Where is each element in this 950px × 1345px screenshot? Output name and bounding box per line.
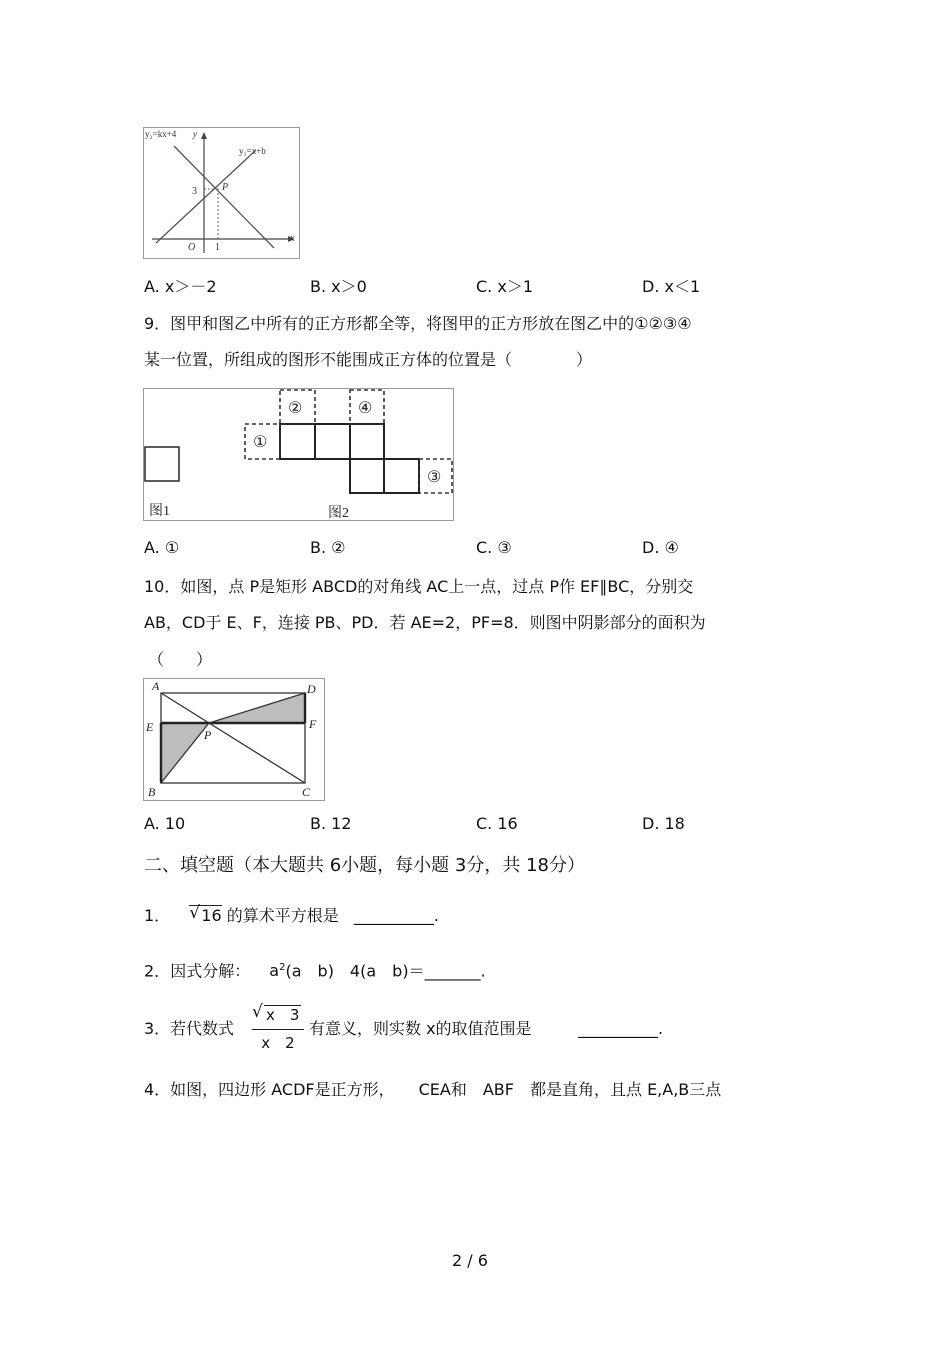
q10-text-line2: AB，CD于 E、F，连接 PB、PD．若 AE=2，PF=8．则图中阴影部分的面积为 <box>144 613 706 632</box>
fill2-prefix: 因式分解： <box>170 961 251 981</box>
q9-label-3: ③ <box>427 469 442 486</box>
q9-net-svg <box>144 389 453 520</box>
option-text: 10 <box>164 814 186 833</box>
fill2-question <box>144 958 486 981</box>
q9-square <box>350 424 384 459</box>
q10-option-d <box>642 814 685 834</box>
q9-caption-fig1: 图1 <box>149 504 170 519</box>
q9-option-a <box>144 538 179 558</box>
fill4-question: 4．如图，四边形 ACDF是正方形， CEA和 ABF 都是直角，且点 E,A,B三点 <box>144 1080 722 1099</box>
q10-option-c <box>476 814 518 834</box>
option-text: x＜1 <box>664 277 701 296</box>
fill1-question <box>144 905 439 926</box>
fraction-bar <box>252 1029 304 1030</box>
q10-text-line1: 10．如图，点 P是矩形 ABCD的对角线 AC上一点，过点 P作 EF∥BC，分别交 <box>144 577 694 596</box>
option-text: x＞－2 <box>164 277 217 296</box>
fill1-number: 1． <box>144 906 171 925</box>
q9-caption-fig2: 图2 <box>328 506 349 520</box>
q9-label-4: ④ <box>358 400 373 417</box>
q10-label-p: P <box>204 728 212 742</box>
q10-label-f: F <box>309 717 317 731</box>
option-letter: C. <box>476 277 493 296</box>
option-letter: A. <box>144 814 160 833</box>
q9-text-line2: 某一位置，所组成的图形不能围成正方体的位置是（ ） <box>144 350 593 369</box>
q8-y1-label: y₁=x+b <box>239 146 266 156</box>
option-text: 12 <box>331 814 352 833</box>
option-letter: B. <box>310 538 327 557</box>
q8-option-a <box>144 277 217 297</box>
option-letter: D. <box>642 814 660 833</box>
fill2-blank: _______. <box>424 961 486 981</box>
q8-option-b <box>310 277 367 297</box>
option-text: x＞1 <box>497 277 534 296</box>
sqrt-sign <box>189 905 221 926</box>
fill1-radicand: 16 <box>201 906 222 925</box>
page-number: 2 / 6 <box>452 1251 488 1270</box>
fill3-prefix: 若代数式 <box>170 1019 235 1038</box>
q10-label-b: B <box>148 785 156 799</box>
option-letter: C. <box>476 814 493 833</box>
q8-option-c <box>476 277 533 297</box>
q8-y2-label: y₂=kx+4 <box>145 129 177 139</box>
q9-option-d <box>642 538 679 558</box>
option-text: ③ <box>497 538 512 557</box>
fill1-text: 的算术平方根是 <box>226 906 339 925</box>
option-text: ① <box>164 538 180 557</box>
q9-net-figure <box>143 388 454 521</box>
radical-icon: √ <box>189 903 201 923</box>
q9-label-2: ② <box>288 400 303 417</box>
q10-label-c: C <box>302 785 311 799</box>
q8-y-arrow <box>201 132 207 139</box>
option-letter: B. <box>310 277 327 296</box>
fill2-expression: (a b) 4(a b)＝ <box>285 961 425 981</box>
fill3-blank: __________. <box>578 1019 664 1038</box>
option-letter: D. <box>642 277 660 296</box>
q9-text-line1: 9．图甲和图乙中所有的正方形都全等，将图甲的正方形放在图乙中的①②③④ <box>144 314 692 333</box>
q8-origin-label: O <box>188 242 196 253</box>
q8-p-label: P <box>222 182 229 193</box>
option-text: x＞0 <box>331 277 367 296</box>
option-text: 16 <box>497 814 518 833</box>
option-letter: A. <box>144 538 160 557</box>
fill3-numerator: x 3 <box>266 1006 300 1024</box>
fill3-fraction <box>252 1002 304 1052</box>
option-text: ② <box>331 538 346 557</box>
q9-label-1: ① <box>253 434 268 451</box>
fill2-base: a <box>269 961 280 981</box>
q10-label-d: D <box>307 682 316 696</box>
fill2-exponent: 2 <box>279 962 286 973</box>
q8-graph-svg <box>144 128 299 258</box>
fill3-denominator: x 2 <box>261 1034 295 1052</box>
q9-option-b <box>310 538 346 558</box>
q9-option-c <box>476 538 512 558</box>
q10-text-line3: （ ） <box>148 650 213 669</box>
fill3-numerator-row <box>252 1002 304 1025</box>
q8-graph-figure <box>143 127 300 259</box>
q10-rectangle-svg <box>144 679 324 800</box>
q9-square <box>350 459 384 493</box>
q8-tick-x: 1 <box>215 242 220 253</box>
option-letter: D. <box>642 538 660 557</box>
q10-option-a <box>144 814 185 834</box>
q8-line-y1 <box>156 150 256 243</box>
option-letter: A. <box>144 277 160 296</box>
q10-rectangle-figure <box>143 678 325 801</box>
q9-square <box>384 459 419 493</box>
q8-x-axis-label: x <box>290 233 295 244</box>
option-letter: C. <box>476 538 493 557</box>
q8-option-d <box>642 277 700 297</box>
q8-y-axis-label: y <box>193 129 197 139</box>
q10-label-a: A <box>152 679 160 693</box>
option-text: ④ <box>664 538 679 557</box>
fill3-number: 3． <box>144 1019 171 1038</box>
q9-fig1-square <box>145 447 179 481</box>
q9-square <box>280 424 315 459</box>
fill2-number: 2． <box>144 961 171 981</box>
q10-option-b <box>310 814 352 834</box>
q8-tick-y: 3 <box>192 186 197 197</box>
section2-title: 二、填空题（本大题共 6小题，每小题 3分，共 18分） <box>144 855 585 876</box>
option-text: 18 <box>664 814 685 833</box>
radical-icon: √ <box>252 1002 263 1022</box>
q9-square <box>315 424 350 459</box>
q10-label-e: E <box>146 720 154 734</box>
fill1-blank: __________. <box>353 906 439 925</box>
fill3-suffix: 有意义，则实数 x的取值范围是 <box>309 1019 532 1038</box>
option-letter: B. <box>310 814 327 833</box>
q8-line-y2 <box>174 146 274 248</box>
